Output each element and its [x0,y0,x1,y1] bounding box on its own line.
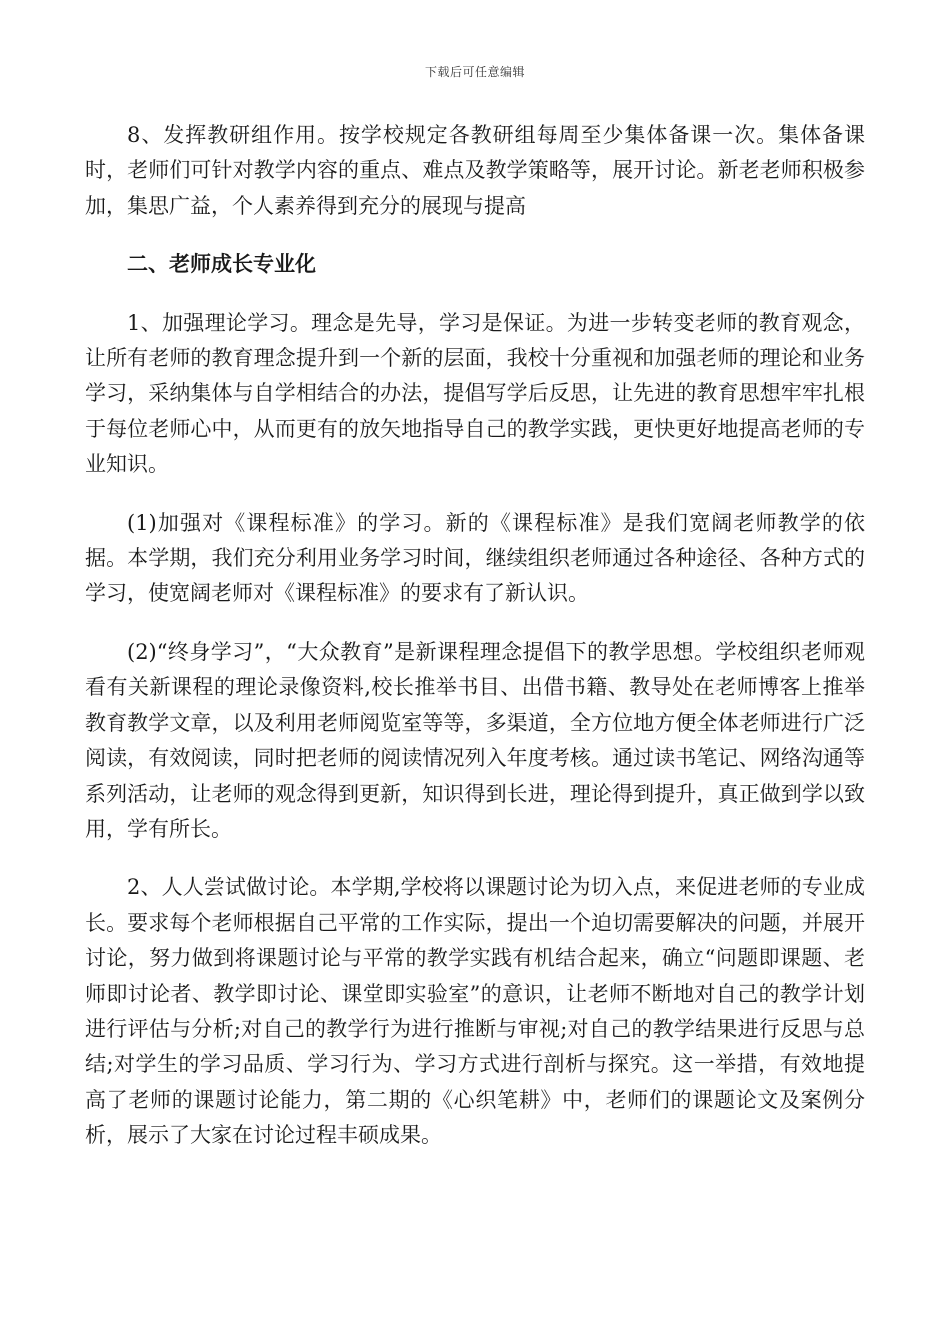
section-heading: 二、老师成长专业化 [127,252,316,277]
paragraph-lifelong-learning: (2)“终身学习”，“大众教育”是新课程理念提倡下的教学思想。学校组织老师观看有关新课程的理论录像资料,校长推举书目、出借书籍、教导处在老师博客上推举教育教学文章，以及利用老师阅览室等等，多渠道，全方位地方便全体老师进行广泛阅读，有效阅读，同时把老师的阅读情况列入年度考核。通过读书笔记、网络沟通等系列活动，让老师的观念得到更新，知识得到长进，理论得到提升，真正做到学以致用，学有所长。 [85,639,865,841]
document-body [85,118,865,1177]
paragraph-theory-study: 1、加强理论学习。理念是先导，学习是保证。为进一步转变老师的教育观念，让所有老师的教育理念提升到一个新的层面，我校十分重视和加强老师的理论和业务学习，采纳集体与自学相结合的办法，提倡写学后反思，让先进的教育思想牢牢扎根于每位老师心中，从而更有的放矢地指导自己的教学实践，更快更好地提高老师的专业知识。 [85,310,865,477]
page-header: 下载后可任意编辑 [424,65,525,79]
paragraph-research: 2、人人尝试做讨论。本学期,学校将以课题讨论为切入点，来促进老师的专业成长。要求每个老师根据自己平常的工作实际，提出一个迫切需要解决的问题，并展开讨论，努力做到将课题讨论与平常的教学实践有机结合起来，确立“问题即课题、老师即讨论者、教学即讨论、课堂即实验室”的意识，让老师不断地对自己的教学计划进行评估与分析;对自己的教学行为进行推断与审视;对自己的教学结果进行反思与总结;对学生的学习品质、学习行为、学习方式进行剖析与探究。这一举措，有效地提高了老师的课题讨论能力，第二期的《心织笔耕》中，老师们的课题论文及案例分析，展示了大家在讨论过程丰硕成果。 [85,875,865,1148]
paragraph-teaching-groups: 8、发挥教研组作用。按学校规定各教研组每周至少集体备课一次。集体备课时，老师们可针对教学内容的重点、难点及教学策略等，展开讨论。新老老师积极参加，集思广益，个人素养得到充分的展现与提高 [85,123,865,218]
paragraph-curriculum-standard: (1)加强对《课程标准》的学习。新的《课程标准》是我们宽阔老师教学的依据。本学期，我们充分利用业务学习时间，继续组织老师通过各种途径、各种方式的学习，使宽阔老师对《课程标准》的要求有了新认识。 [85,510,865,606]
